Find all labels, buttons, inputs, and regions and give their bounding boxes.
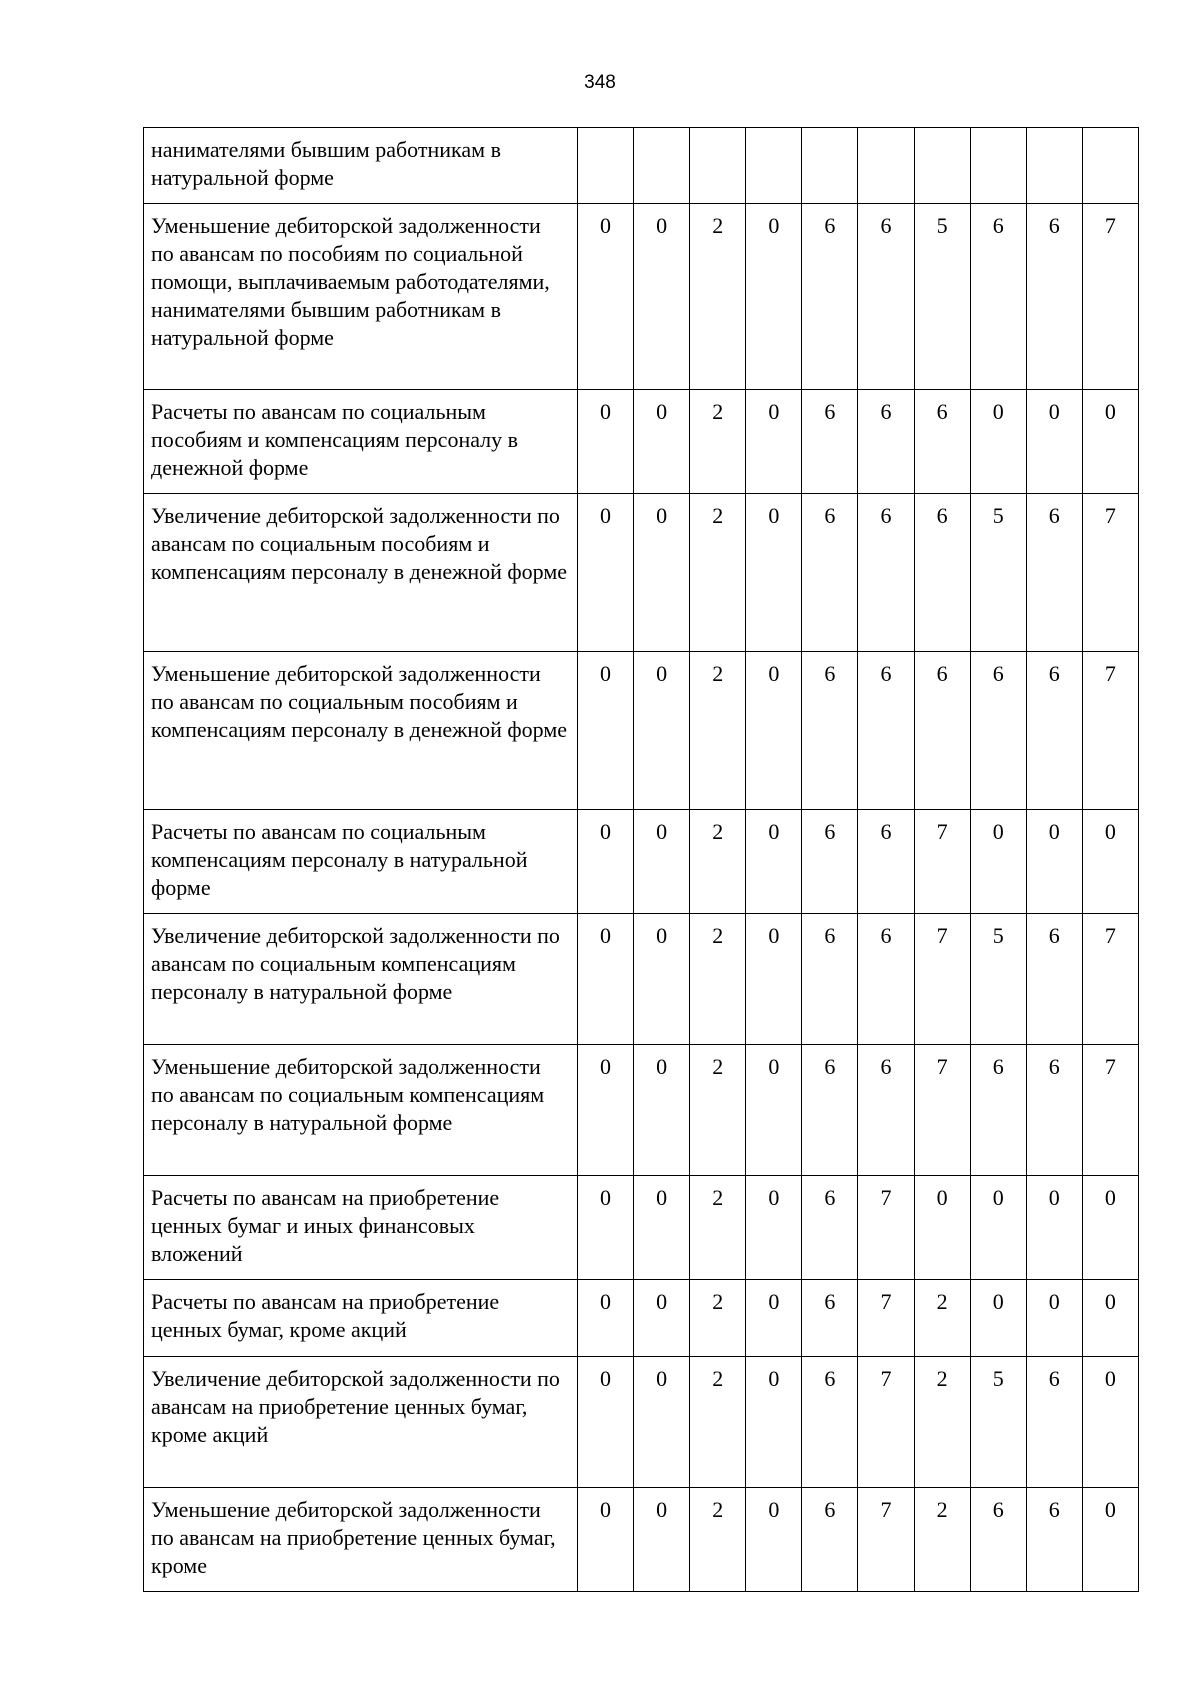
code-digit-cell: 0	[746, 1176, 802, 1280]
code-digit-cell: 7	[858, 1280, 914, 1357]
code-digit-cell: 0	[578, 810, 634, 914]
code-digit-cell	[578, 128, 634, 204]
code-digit-cell: 2	[690, 914, 746, 1045]
code-digit-cell: 5	[970, 494, 1026, 652]
code-digit-cell: 5	[970, 1357, 1026, 1488]
code-digit-cell: 0	[970, 390, 1026, 494]
row-description: Увеличение дебиторской задолженности по авансам по социальным пособиям и компенсациям персоналу в денежной форме	[144, 494, 578, 652]
table-row	[144, 204, 1139, 390]
code-digit-cell: 0	[578, 652, 634, 810]
row-description: Расчеты по авансам на приобретение ценных бумаг, кроме акций	[144, 1280, 578, 1357]
row-description: нанимателями бывшим работникам в натуральной форме	[144, 128, 578, 204]
code-digit-cell: 2	[914, 1488, 970, 1592]
code-digit-cell: 0	[746, 1045, 802, 1176]
code-digit-cell: 7	[914, 914, 970, 1045]
code-digit-cell: 0	[746, 1280, 802, 1357]
code-digit-cell: 7	[858, 1176, 914, 1280]
code-digit-cell: 0	[970, 810, 1026, 914]
code-digit-cell: 6	[858, 652, 914, 810]
row-description: Расчеты по авансам на приобретение ценных бумаг и иных финансовых вложений	[144, 1176, 578, 1280]
code-digit-cell: 2	[914, 1357, 970, 1488]
code-digit-cell: 6	[970, 652, 1026, 810]
code-digit-cell: 6	[802, 810, 858, 914]
code-digit-cell: 0	[746, 914, 802, 1045]
code-digit-cell: 0	[970, 1280, 1026, 1357]
code-digit-cell: 2	[690, 494, 746, 652]
code-digit-cell: 6	[858, 494, 914, 652]
code-digit-cell: 0	[746, 204, 802, 390]
code-digit-cell: 6	[1026, 652, 1082, 810]
table-row	[144, 1488, 1139, 1592]
code-digit-cell	[1082, 128, 1138, 204]
code-digit-cell: 5	[970, 914, 1026, 1045]
code-digit-cell: 0	[746, 652, 802, 810]
code-digit-cell: 7	[914, 810, 970, 914]
code-digit-cell: 0	[914, 1176, 970, 1280]
code-digit-cell: 0	[1082, 1488, 1138, 1592]
code-digit-cell: 6	[1026, 204, 1082, 390]
code-digit-cell: 0	[634, 1045, 690, 1176]
code-digit-cell: 6	[858, 810, 914, 914]
code-digit-cell: 6	[802, 390, 858, 494]
page-number: 348	[584, 72, 616, 93]
table-row	[144, 1357, 1139, 1488]
table-row	[144, 390, 1139, 494]
code-digit-cell: 0	[1082, 1357, 1138, 1488]
code-digit-cell: 2	[690, 1357, 746, 1488]
code-digit-cell: 2	[690, 1280, 746, 1357]
row-description: Расчеты по авансам по социальным компенсациям персоналу в натуральной форме	[144, 810, 578, 914]
code-digit-cell: 0	[634, 652, 690, 810]
code-digit-cell: 0	[634, 1488, 690, 1592]
code-digit-cell: 0	[634, 1357, 690, 1488]
code-digit-cell: 0	[1026, 1176, 1082, 1280]
code-digit-cell: 0	[746, 810, 802, 914]
table-row	[144, 128, 1139, 204]
table-row	[144, 494, 1139, 652]
code-digit-cell	[746, 128, 802, 204]
code-digit-cell: 0	[634, 1176, 690, 1280]
code-digit-cell: 6	[914, 494, 970, 652]
code-digit-cell: 6	[970, 1488, 1026, 1592]
table-row	[144, 1280, 1139, 1357]
table-row	[144, 652, 1139, 810]
code-digit-cell: 0	[970, 1176, 1026, 1280]
table-row	[144, 1045, 1139, 1176]
code-digit-cell: 0	[1026, 1280, 1082, 1357]
code-digit-cell: 6	[858, 204, 914, 390]
row-description: Уменьшение дебиторской задолженности по авансам по пособиям по социальной помощи, выплачиваемым работодателями, нанимателями бывшим работникам в натуральной форме	[144, 204, 578, 390]
code-digit-cell: 6	[802, 652, 858, 810]
code-digit-cell: 6	[858, 1045, 914, 1176]
code-digit-cell: 0	[746, 1488, 802, 1592]
table-body	[144, 128, 1139, 1592]
code-digit-cell: 6	[802, 1357, 858, 1488]
code-digit-cell: 0	[578, 1488, 634, 1592]
code-digit-cell	[634, 128, 690, 204]
code-digit-cell: 0	[746, 494, 802, 652]
code-digit-cell: 6	[1026, 914, 1082, 1045]
code-digit-cell: 6	[970, 204, 1026, 390]
table-row	[144, 1176, 1139, 1280]
code-digit-cell: 2	[690, 1045, 746, 1176]
row-description: Уменьшение дебиторской задолженности по авансам по социальным компенсациям персоналу в натуральной форме	[144, 1045, 578, 1176]
code-digit-cell: 2	[690, 1488, 746, 1592]
code-digit-cell: 6	[802, 1045, 858, 1176]
code-digit-cell: 0	[634, 390, 690, 494]
code-digit-cell: 0	[578, 1357, 634, 1488]
code-digit-cell: 0	[578, 204, 634, 390]
code-digit-cell: 6	[802, 1176, 858, 1280]
code-digit-cell: 2	[690, 204, 746, 390]
code-digit-cell: 6	[802, 494, 858, 652]
code-digit-cell: 7	[914, 1045, 970, 1176]
code-digit-cell: 7	[1082, 652, 1138, 810]
table-row	[144, 810, 1139, 914]
row-description: Увеличение дебиторской задолженности по авансам на приобретение ценных бумаг, кроме акций	[144, 1357, 578, 1488]
code-digit-cell: 7	[1082, 204, 1138, 390]
code-digit-cell	[858, 128, 914, 204]
code-digit-cell: 6	[1026, 1045, 1082, 1176]
code-digit-cell: 0	[578, 914, 634, 1045]
code-digit-cell: 7	[1082, 914, 1138, 1045]
code-digit-cell: 2	[914, 1280, 970, 1357]
row-description: Уменьшение дебиторской задолженности по авансам по социальным пособиям и компенсациям персоналу в денежной форме	[144, 652, 578, 810]
code-digit-cell: 0	[1082, 810, 1138, 914]
code-digit-cell: 2	[690, 810, 746, 914]
code-digit-cell: 0	[634, 914, 690, 1045]
code-digit-cell: 0	[578, 494, 634, 652]
code-digit-cell: 0	[1082, 1176, 1138, 1280]
code-digit-cell: 6	[858, 390, 914, 494]
code-digit-cell: 0	[1082, 390, 1138, 494]
code-digit-cell: 6	[802, 204, 858, 390]
table-row	[144, 914, 1139, 1045]
code-digit-cell: 0	[578, 390, 634, 494]
code-digit-cell: 0	[1082, 1280, 1138, 1357]
code-digit-cell: 6	[914, 652, 970, 810]
row-description: Расчеты по авансам по социальным пособиям и компенсациям персоналу в денежной форме	[144, 390, 578, 494]
code-digit-cell: 6	[802, 914, 858, 1045]
code-digit-cell: 0	[1026, 810, 1082, 914]
code-digit-cell: 7	[1082, 1045, 1138, 1176]
code-digit-cell: 0	[578, 1280, 634, 1357]
code-digit-cell: 2	[690, 1176, 746, 1280]
code-digit-cell	[690, 128, 746, 204]
code-digit-cell: 0	[634, 204, 690, 390]
code-digit-cell: 2	[690, 390, 746, 494]
code-digit-cell: 6	[802, 1280, 858, 1357]
row-description: Уменьшение дебиторской задолженности по авансам на приобретение ценных бумаг, кроме	[144, 1488, 578, 1592]
code-digit-cell: 0	[1026, 390, 1082, 494]
code-digit-cell	[914, 128, 970, 204]
code-digit-cell: 2	[690, 652, 746, 810]
code-digit-cell: 6	[802, 1488, 858, 1592]
code-digit-cell: 0	[746, 1357, 802, 1488]
code-digit-cell: 6	[1026, 494, 1082, 652]
row-description: Увеличение дебиторской задолженности по авансам по социальным компенсациям персоналу в натуральной форме	[144, 914, 578, 1045]
account-codes-table	[143, 127, 1139, 1592]
code-digit-cell: 6	[970, 1045, 1026, 1176]
code-digit-cell: 0	[634, 494, 690, 652]
code-digit-cell: 0	[746, 390, 802, 494]
code-digit-cell: 7	[1082, 494, 1138, 652]
code-digit-cell: 0	[634, 1280, 690, 1357]
code-digit-cell: 5	[914, 204, 970, 390]
code-digit-cell	[802, 128, 858, 204]
code-digit-cell: 0	[634, 810, 690, 914]
code-digit-cell: 7	[858, 1357, 914, 1488]
code-digit-cell: 6	[858, 914, 914, 1045]
code-digit-cell: 6	[914, 390, 970, 494]
code-digit-cell: 0	[578, 1045, 634, 1176]
code-digit-cell: 0	[578, 1176, 634, 1280]
code-digit-cell	[970, 128, 1026, 204]
code-digit-cell: 7	[858, 1488, 914, 1592]
code-digit-cell: 6	[1026, 1488, 1082, 1592]
code-digit-cell	[1026, 128, 1082, 204]
code-digit-cell: 6	[1026, 1357, 1082, 1488]
